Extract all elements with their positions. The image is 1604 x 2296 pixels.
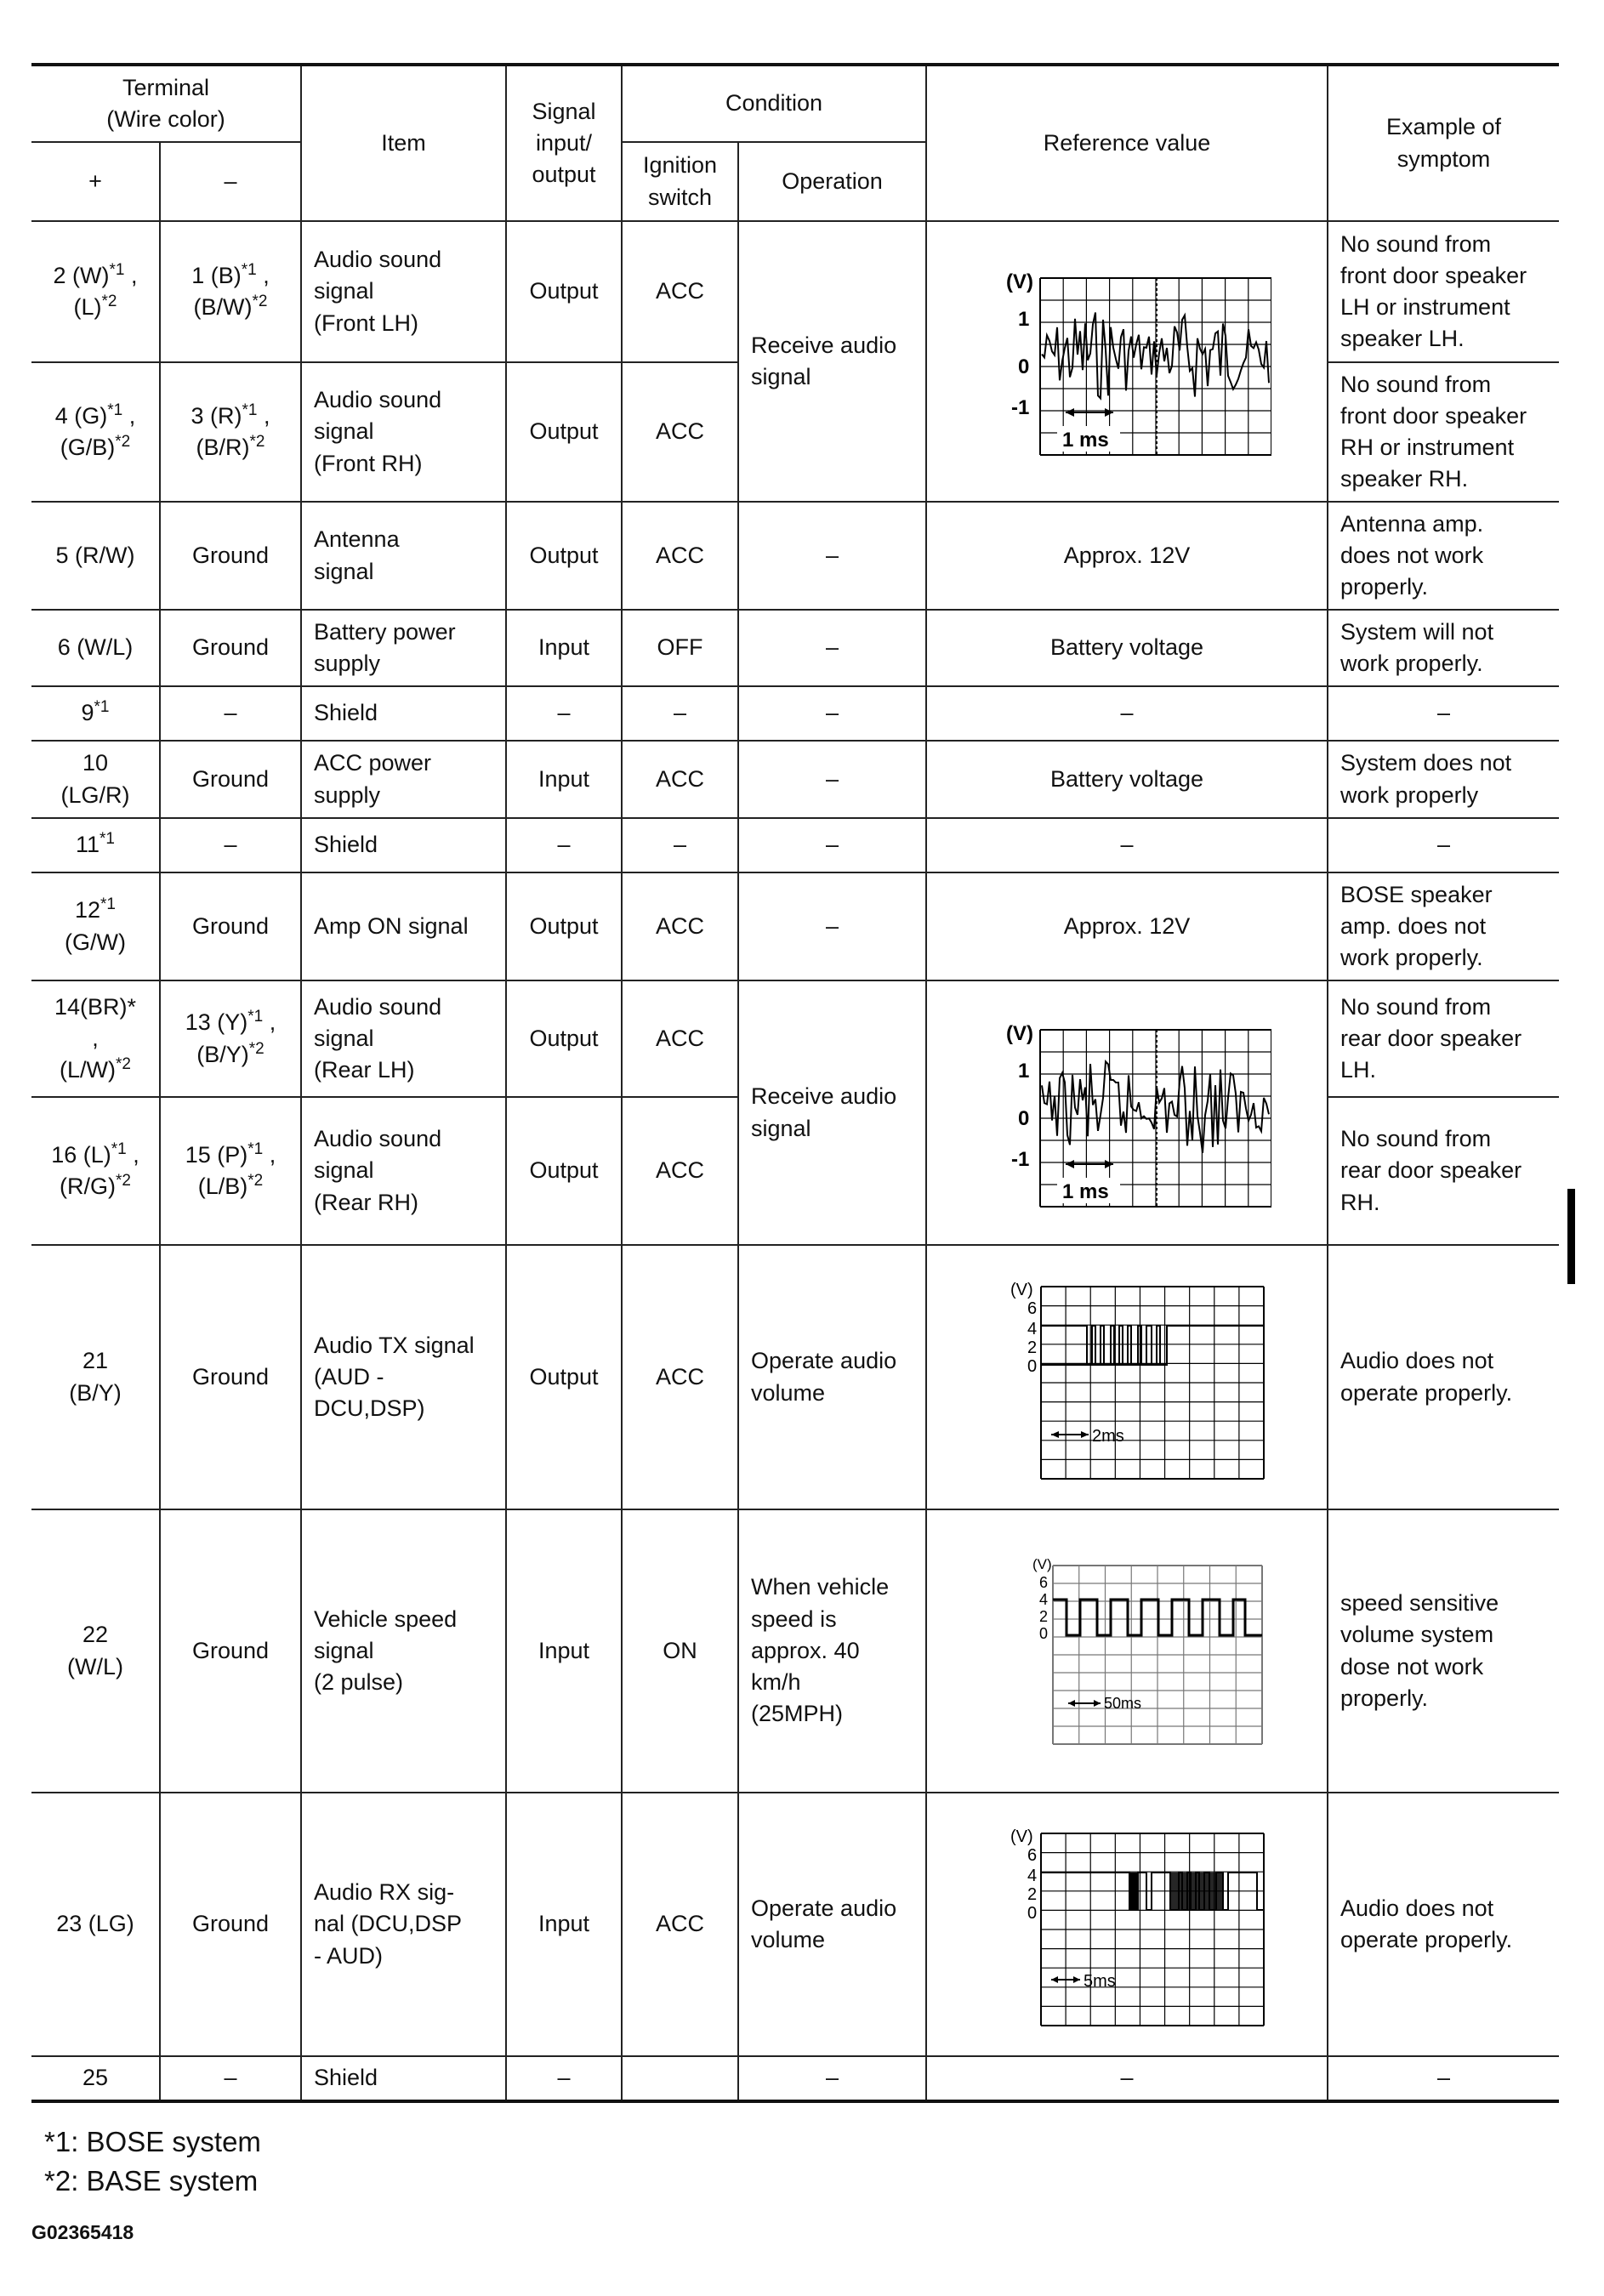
page-edge-marker — [1567, 1189, 1575, 1284]
header-plus: + — [31, 142, 160, 221]
waveform-y-label: 2 — [1039, 1607, 1049, 1625]
terminal-minus: 1 $(B)^{*1}$ , $(B/W)^{*2}$ — [160, 221, 301, 362]
figure-code: G02365418 — [31, 2221, 134, 2243]
operation-cell: – — [738, 610, 926, 686]
terminal-plus: 9$^{*1}$ — [31, 686, 160, 741]
table-row — [31, 980, 1559, 1097]
item-cell: Amp ON signal — [301, 872, 506, 980]
waveform-y-label: 4 — [1027, 1867, 1038, 1885]
item-cell: ACC power supply — [301, 741, 506, 818]
symptom-cell: System does not work properly — [1328, 741, 1559, 818]
waveform-unit-label: (V) — [1006, 270, 1034, 293]
ignition-cell: ACC — [622, 872, 738, 980]
waveform-y-label: -1 — [1011, 396, 1030, 419]
table-row — [31, 818, 1559, 872]
audio-waveform-graph-rear — [982, 1011, 1271, 1215]
waveform-y-label: 6 — [1027, 1846, 1038, 1865]
table-row — [31, 1245, 1559, 1509]
item-cell: Audio sound signal (Rear RH) — [301, 1097, 506, 1245]
waveform-y-label: 1 — [1018, 1059, 1030, 1083]
reference-cell: Approx. 12V — [926, 872, 1328, 980]
table-row — [31, 741, 1559, 818]
operation-cell: When vehicle speed is approx. 40 km/h (25MPH) — [738, 1509, 926, 1793]
terminal-plus: 21 (B/Y) — [31, 1245, 160, 1509]
waveform-y-label: 2 — [1027, 1885, 1038, 1904]
waveform-time-label: 1 ms — [1062, 429, 1109, 452]
table-row — [31, 502, 1559, 610]
ignition-cell: – — [622, 686, 738, 741]
footnote-bose: *1: BOSE system — [44, 2126, 261, 2157]
waveform-y-label: 6 — [1039, 1573, 1049, 1591]
waveform-grid — [1041, 1833, 1264, 2026]
waveform-y-label: 4 — [1039, 1590, 1049, 1608]
item-cell: Audio sound signal (Front RH) — [301, 362, 506, 502]
waveform-grid — [1041, 1287, 1264, 1479]
symptom-cell: System will not work properly. — [1328, 610, 1559, 686]
ignition-cell: ON — [622, 1509, 738, 1793]
ignition-cell: ACC — [622, 1245, 738, 1509]
io-cell: Input — [506, 610, 622, 686]
waveform-y-label: 0 — [1027, 1904, 1038, 1923]
waveform-grid — [1053, 1566, 1262, 1744]
reference-waveform-cell — [926, 1793, 1328, 2056]
waveform-y-label: 0 — [1027, 1356, 1038, 1376]
waveform-unit-label: (V) — [1010, 1280, 1033, 1299]
reference-waveform-cell — [926, 980, 1328, 1245]
item-cell: Audio TX signal (AUD - DCU,DSP) — [301, 1245, 506, 1509]
operation-cell: Operate audio volume — [738, 1793, 926, 2056]
terminal-minus: Ground — [160, 1245, 301, 1509]
terminal-plus: 16 $(L)^{*1}$ , $(R/G)^{*2}$ — [31, 1097, 160, 1245]
table-row — [31, 221, 1559, 362]
operation-cell: – — [738, 872, 926, 980]
header-ignition: Ignition switch — [622, 142, 738, 221]
terminal-minus: Ground — [160, 872, 301, 980]
footnotes — [44, 2123, 261, 2201]
speed-signal-waveform — [987, 1554, 1267, 1749]
terminal-minus: – — [160, 686, 301, 741]
terminal-minus: – — [160, 2056, 301, 2101]
symptom-cell: – — [1328, 686, 1559, 741]
io-cell: Output — [506, 1097, 622, 1245]
terminal-minus: 3 $(R)^{*1}$ , $(B/R)^{*2}$ — [160, 362, 301, 502]
symptom-cell: No sound from rear door speaker LH. — [1328, 980, 1559, 1097]
io-cell: Input — [506, 1509, 622, 1793]
waveform-y-label: 0 — [1039, 1624, 1049, 1642]
waveform-trace — [1041, 1326, 1264, 1365]
item-cell: Audio RX sig- nal (DCU,DSP - AUD) — [301, 1793, 506, 2056]
waveform-trace — [1053, 1600, 1262, 1635]
table-row — [31, 872, 1559, 980]
symptom-cell: – — [1328, 2056, 1559, 2101]
reference-waveform-cell — [926, 1509, 1328, 1793]
ignition-cell: ACC — [622, 1793, 738, 2056]
operation-cell: – — [738, 818, 926, 872]
symptom-cell: No sound from front door speaker RH or instrument speaker RH. — [1328, 362, 1559, 502]
table-row — [31, 1793, 1559, 2056]
ignition-cell: ACC — [622, 980, 738, 1097]
header-minus: – — [160, 142, 301, 221]
waveform-time-label: 5ms — [1084, 1972, 1116, 1991]
waveform-y-label: -1 — [1011, 1147, 1030, 1171]
waveform-time-label: 1 ms — [1062, 1179, 1109, 1203]
waveform-y-label: 4 — [1027, 1319, 1038, 1338]
io-cell: Output — [506, 362, 622, 502]
item-cell: Shield — [301, 818, 506, 872]
header-reference: Reference value — [926, 65, 1328, 221]
reference-cell: – — [926, 2056, 1328, 2101]
header-item: Item — [301, 65, 506, 221]
table-row — [31, 1509, 1559, 1793]
rx-signal-waveform — [987, 1818, 1267, 2031]
symptom-cell: Audio does not operate properly. — [1328, 1793, 1559, 2056]
waveform-burst — [1170, 1873, 1223, 1910]
waveform-y-label: 2 — [1027, 1338, 1038, 1357]
tx-signal-waveform — [987, 1271, 1267, 1484]
waveform-unit-label: (V) — [1010, 1827, 1033, 1846]
footnote-base: *2: BASE system — [44, 2165, 259, 2197]
terminal-plus: 6 (W/L) — [31, 610, 160, 686]
terminal-minus: Ground — [160, 502, 301, 610]
terminal-table — [31, 63, 1559, 2103]
reference-waveform-cell — [926, 1245, 1328, 1509]
terminal-minus: 13 $(Y)^{*1}$ , $(B/Y)^{*2}$ — [160, 980, 301, 1097]
operation-cell: Receive audio signal — [738, 980, 926, 1245]
ignition-cell: ACC — [622, 1097, 738, 1245]
table-row — [31, 686, 1559, 741]
terminal-plus: 10 (LG/R) — [31, 741, 160, 818]
terminal-plus: 22 (W/L) — [31, 1509, 160, 1793]
ignition-cell: – — [622, 818, 738, 872]
header-terminal: Terminal (Wire color) — [31, 65, 301, 142]
terminal-plus: 25 — [31, 2056, 160, 2101]
reference-cell: Approx. 12V — [926, 502, 1328, 610]
io-cell: Output — [506, 872, 622, 980]
terminal-minus: 15 $(P)^{*1}$ , $(L/B)^{*2}$ — [160, 1097, 301, 1245]
reference-cell: – — [926, 818, 1328, 872]
symptom-cell: speed sensitive volume system dose not work properly. — [1328, 1509, 1559, 1793]
header-symptom: Example of symptom — [1328, 65, 1559, 221]
waveform-burst — [1129, 1873, 1138, 1910]
header-operation: Operation — [738, 142, 926, 221]
terminal-plus: 12$^{*1}$ (G/W) — [31, 872, 160, 980]
terminal-minus: Ground — [160, 741, 301, 818]
operation-cell: Operate audio volume — [738, 1245, 926, 1509]
waveform-y-label: 0 — [1018, 1106, 1030, 1130]
terminal-plus: 11$^{*1}$ — [31, 818, 160, 872]
table-row — [31, 610, 1559, 686]
terminal-plus: 4 $(G)^{*1}$ , $(G/B)^{*2}$ — [31, 362, 160, 502]
waveform-time-label: 2ms — [1092, 1426, 1124, 1446]
io-cell: – — [506, 2056, 622, 2101]
item-cell: Shield — [301, 686, 506, 741]
ignition-cell: ACC — [622, 362, 738, 502]
symptom-cell: BOSE speaker amp. does not work properly. — [1328, 872, 1559, 980]
reference-waveform-cell — [926, 221, 1328, 502]
terminal-plus: 14(BR)* , $(L/W)^{*2}$ — [31, 980, 160, 1097]
item-cell: Vehicle speed signal (2 pulse) — [301, 1509, 506, 1793]
ignition-cell: ACC — [622, 502, 738, 610]
operation-cell: – — [738, 741, 926, 818]
io-cell: – — [506, 686, 622, 741]
reference-cell: Battery voltage — [926, 741, 1328, 818]
header-condition: Condition — [622, 65, 926, 142]
symptom-cell: – — [1328, 818, 1559, 872]
item-cell: Antenna signal — [301, 502, 506, 610]
symptom-cell: No sound from front door speaker LH or instrument speaker LH. — [1328, 221, 1559, 362]
symptom-cell: Antenna amp. does not work properly. — [1328, 502, 1559, 610]
operation-cell: – — [738, 502, 926, 610]
operation-cell: – — [738, 2056, 926, 2101]
waveform-unit-label: (V) — [1032, 1555, 1052, 1572]
terminal-minus: – — [160, 818, 301, 872]
item-cell: Shield — [301, 2056, 506, 2101]
table-row — [31, 2056, 1559, 2101]
io-cell: Output — [506, 980, 622, 1097]
reference-cell: – — [926, 686, 1328, 741]
waveform-y-label: 1 — [1018, 308, 1030, 331]
io-cell: Output — [506, 221, 622, 362]
operation-cell: – — [738, 686, 926, 741]
waveform-y-label: 0 — [1018, 355, 1030, 378]
item-cell: Battery power supply — [301, 610, 506, 686]
terminal-minus: Ground — [160, 1793, 301, 2056]
ignition-cell: OFF — [622, 610, 738, 686]
ignition-cell — [622, 2056, 738, 2101]
ignition-cell: ACC — [622, 221, 738, 362]
io-cell: Output — [506, 1245, 622, 1509]
io-cell: Output — [506, 502, 622, 610]
terminal-plus: 5 (R/W) — [31, 502, 160, 610]
terminal-minus: Ground — [160, 1509, 301, 1793]
waveform-y-label: 6 — [1027, 1299, 1038, 1318]
operation-cell: Receive audio signal — [738, 221, 926, 502]
symptom-cell: Audio does not operate properly. — [1328, 1245, 1559, 1509]
ignition-cell: ACC — [622, 741, 738, 818]
header-signal-io: Signal input/ output — [506, 65, 622, 221]
item-cell: Audio sound signal (Rear LH) — [301, 980, 506, 1097]
io-cell: – — [506, 818, 622, 872]
audio-waveform-graph-front — [982, 259, 1271, 463]
reference-cell: Battery voltage — [926, 610, 1328, 686]
terminal-minus: Ground — [160, 610, 301, 686]
terminal-plus: 2 $(W)^{*1}$ , $(L)^{*2}$ — [31, 221, 160, 362]
io-cell: Input — [506, 741, 622, 818]
symptom-cell: No sound from rear door speaker RH. — [1328, 1097, 1559, 1245]
terminal-plus: 23 (LG) — [31, 1793, 160, 2056]
item-cell: Audio sound signal (Front LH) — [301, 221, 506, 362]
waveform-time-label: 50ms — [1104, 1694, 1142, 1712]
waveform-unit-label: (V) — [1006, 1021, 1034, 1045]
io-cell: Input — [506, 1793, 622, 2056]
